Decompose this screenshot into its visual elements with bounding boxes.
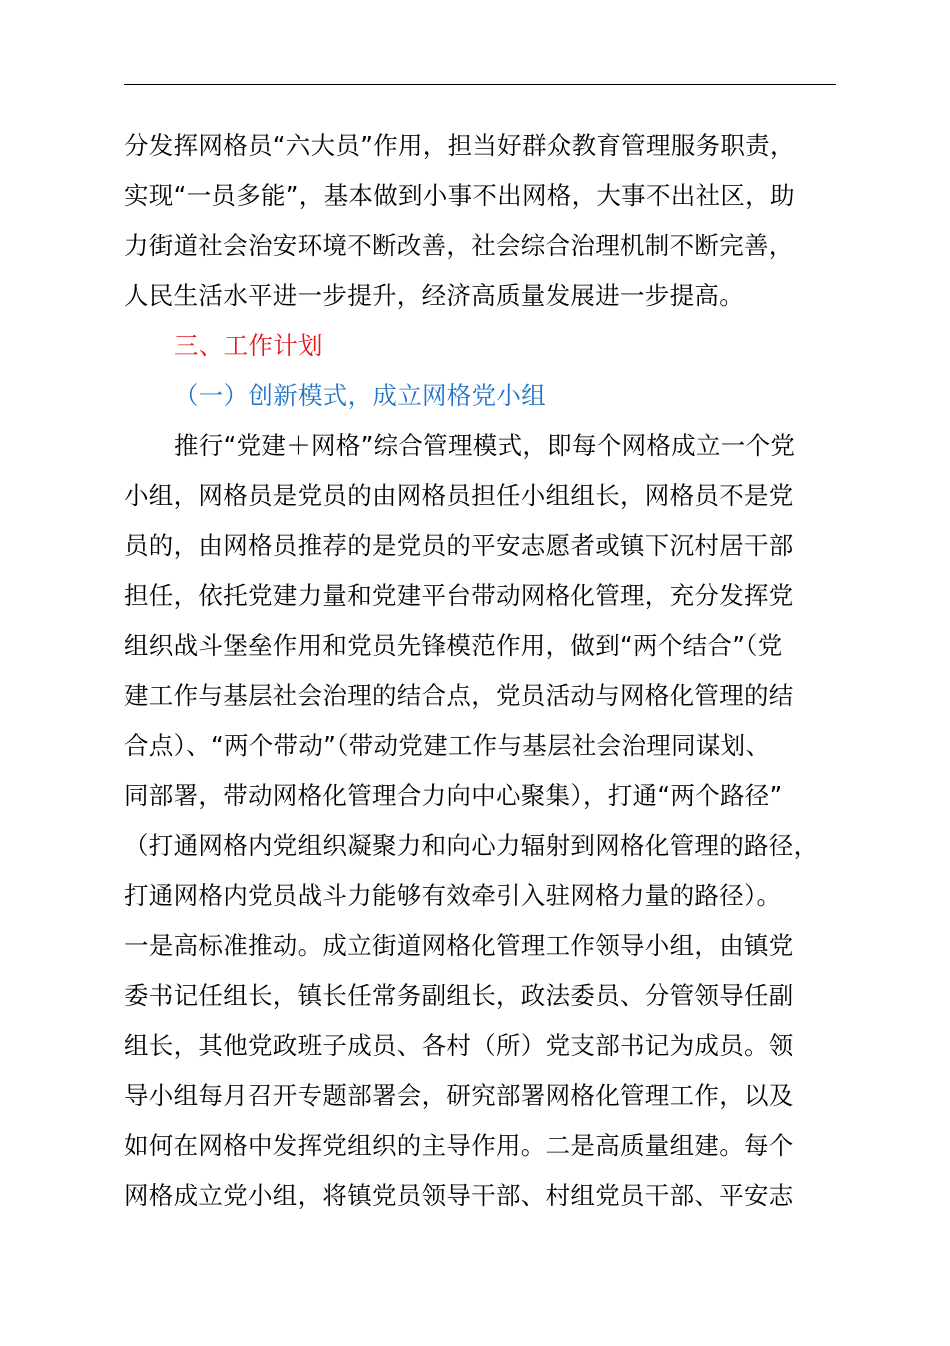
paragraph-line: 分发挥网格员“六大员”作用，担当好群众教育管理服务职责， <box>124 131 795 160</box>
paragraph-line: 同部署，带动网格化管理合力向中心聚集），打通“两个路径” <box>124 781 783 810</box>
paragraph-line: 合点）、“两个带动”（带动党建工作与基层社会治理同谋划、 <box>124 731 771 760</box>
paragraph-line: 如何在网格中发挥党组织的主导作用。二是高质量组建。每个 <box>124 1131 794 1160</box>
paragraph-line: 组长，其他党政班子成员、各村（所）党支部书记为成员。领 <box>124 1031 794 1060</box>
paragraph-line: 一是高标准推动。成立街道网格化管理工作领导小组，由镇党 <box>124 931 794 960</box>
paragraph-line: 网格成立党小组，将镇党员领导干部、村组党员干部、平安志 <box>124 1181 794 1210</box>
paragraph-line: 小组，网格员是党员的由网格员担任小组组长，网格员不是党 <box>124 481 794 510</box>
paragraph-line: 组织战斗堡垒作用和党员先锋模范作用，做到“两个结合”（党 <box>124 631 783 660</box>
paragraph-line: 担任，依托党建力量和党建平台带动网格化管理，充分发挥党 <box>124 581 794 610</box>
paragraph-line: 人民生活水平进一步提升，经济高质量发展进一步提高。 <box>124 281 744 310</box>
paragraph-line: 打通网格内党员战斗力能够有效牵引入驻网格力量的路径）。 <box>124 881 782 910</box>
subsection-heading: （一）创新模式，成立网格党小组 <box>174 381 546 410</box>
paragraph-line: 委书记任组长，镇长任常务副组长，政法委员、分管领导任副 <box>124 981 794 1010</box>
header-rule <box>124 84 836 85</box>
paragraph-line: （打通网格内党组织凝聚力和向心力辐射到网格化管理的路径， <box>124 831 819 860</box>
section-heading: 三、工作计划 <box>174 331 323 360</box>
paragraph-line: 力街道社会治安环境不断改善，社会综合治理机制不断完善， <box>124 231 794 260</box>
paragraph-line: 建工作与基层社会治理的结合点，党员活动与网格化管理的结 <box>124 681 794 710</box>
paragraph-line: 员的，由网格员推荐的是党员的平安志愿者或镇下沉村居干部 <box>124 531 794 560</box>
paragraph-line: 实现“一员多能”，基本做到小事不出网格，大事不出社区，助 <box>124 181 795 210</box>
paragraph-line: 导小组每月召开专题部署会，研究部署网格化管理工作，以及 <box>124 1081 794 1110</box>
paragraph-line: 推行“党建＋网格”综合管理模式，即每个网格成立一个党 <box>174 431 796 460</box>
